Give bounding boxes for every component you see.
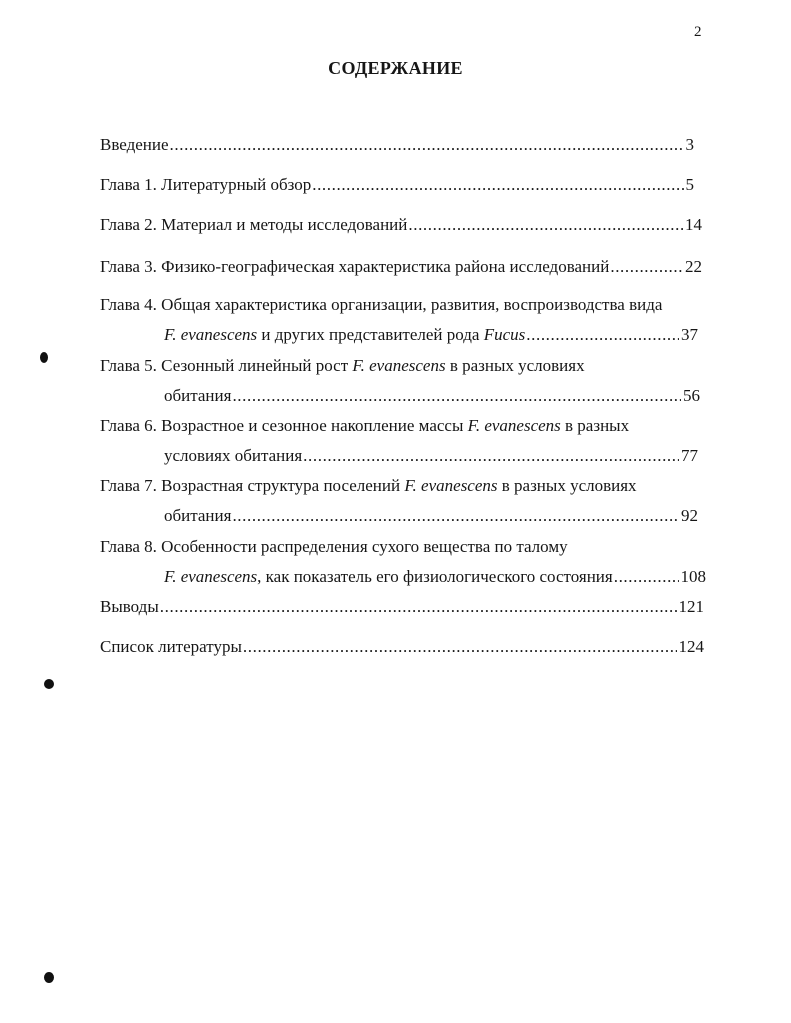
dot-leader [243,635,677,659]
toc-entry-chapter-7-line2 [164,504,698,528]
toc-entry-chapter-1 [100,173,694,197]
toc-label: обитания [164,386,232,405]
species-name: F. evanescens [164,325,258,344]
punch-hole-mark [44,679,54,689]
toc-label: Глава 3. Физико-географическая характеристика района исследований [100,257,610,276]
dot-leader [614,565,679,589]
toc-page: 14 [685,215,702,234]
dot-leader [303,444,679,468]
toc-entry-chapter-8-line1: Глава 8. Особенности распределения сухого вещества по талому [100,537,568,556]
dot-leader [408,213,683,237]
toc-page: 77 [681,446,698,465]
toc-label: Глава 1. Литературный обзор [100,175,312,194]
toc-page: 5 [685,175,694,194]
page-title: СОДЕРЖАНИЕ [328,58,463,78]
toc-entry-chapter-2 [100,213,702,237]
dot-leader [160,595,677,619]
dot-leader [232,504,679,528]
toc-page: 121 [678,597,704,616]
toc-page: 108 [680,567,706,586]
toc-entry-chapter-8-line2 [164,565,706,589]
species-name: F. evanescens [164,567,258,586]
toc-page: 56 [683,386,700,405]
dot-leader [232,384,681,408]
toc-entry-chapter-5-line1: Глава 5. Сезонный линейный рост F. evanescens в разных условиях [100,356,585,375]
toc-entry-chapter-5-line2 [164,384,700,408]
toc-entry-chapter-4-line1: Глава 4. Общая характеристика организации, развития, воспроизводства вида [100,295,663,314]
toc-label: Список литературы [100,637,242,656]
toc-page: 124 [678,637,704,656]
genus-name: Fucus [483,325,526,344]
toc-entry-chapter-4-line2 [164,323,698,347]
dot-leader [170,133,684,157]
toc-entry-chapter-6-line1: Глава 6. Возрастное и сезонное накопление массы F. evanescens в разных [100,416,630,435]
toc-page: 92 [681,506,698,525]
dot-leader [312,173,683,197]
toc-label: Глава 2. Материал и методы исследований [100,215,408,234]
toc-label: Выводы [100,597,159,616]
punch-hole-mark [44,972,54,983]
species-name: F. evanescens [467,416,561,435]
dot-leader [610,255,683,279]
toc-entry-chapter-6-line2 [164,444,698,468]
toc-label: F. evanescens и других представителей рода Fucus [164,325,526,344]
toc-entry-intro [100,133,694,157]
toc-entry-chapter-3 [100,255,702,279]
species-name: F. evanescens [352,356,446,375]
toc-entry-conclusions [100,595,704,619]
toc-page: 3 [685,135,694,154]
toc-page: 22 [685,257,702,276]
dot-leader [526,323,679,347]
species-name: F. evanescens [404,476,498,495]
punch-hole-mark [40,352,48,363]
toc-entry-chapter-7-line1: Глава 7. Возрастная структура поселений F. evanescens в разных условиях [100,476,637,495]
toc-page: 37 [681,325,698,344]
page-number: 2 [694,24,702,40]
toc-label: Введение [100,135,169,154]
toc-label: F. evanescens, как показатель его физиологического состояния [164,567,613,586]
toc-entry-references [100,635,704,659]
toc-label: обитания [164,506,232,525]
toc-label: условиях обитания [164,446,303,465]
